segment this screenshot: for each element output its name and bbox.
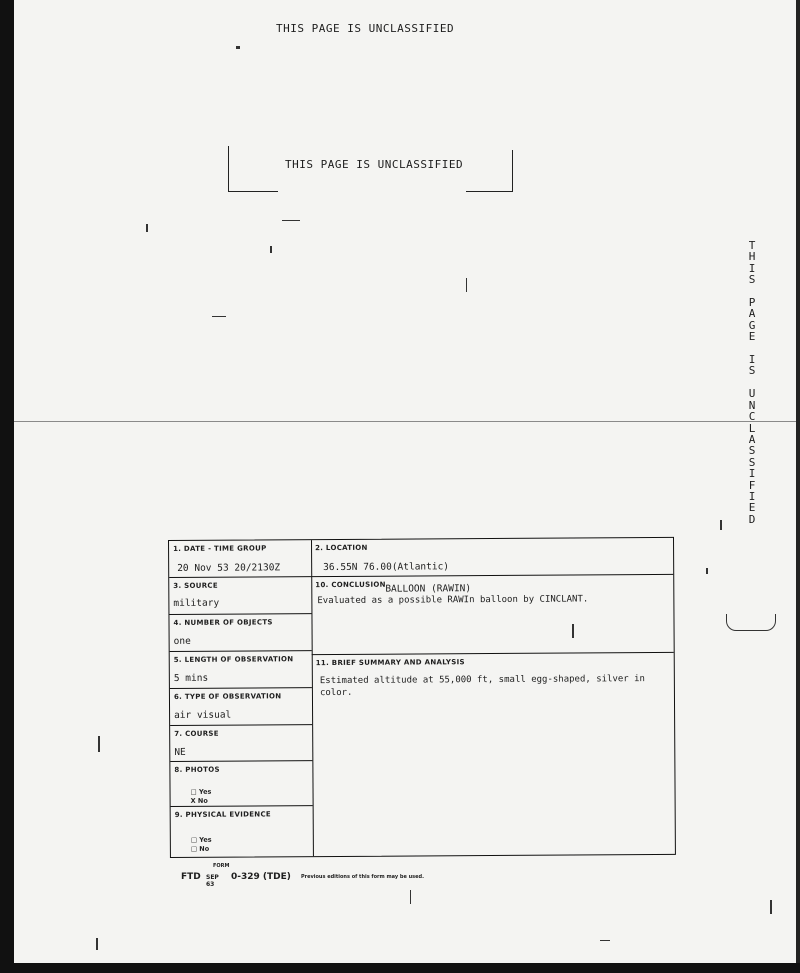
conclusion-cell [311,575,673,655]
course-value: NE [174,746,186,758]
summary-line-1: Estimated altitude at 55,000 ft, small egg-shaped, silver in [319,674,645,687]
source-value: military [173,597,220,609]
scan-speck [770,900,772,914]
bracket-left-bottom [228,191,278,192]
scan-speck [706,568,708,574]
scan-edge-right [796,0,800,973]
physical-evidence-no-checkbox: □ No [190,844,210,853]
location-value: 36.55N 76.00(Atlantic) [323,561,450,574]
location-label: 2. LOCATION [315,543,368,553]
scan-speck [96,938,98,950]
conclusion-detail: Evaluated as a possible RAWIn balloon by CINCLANT. [317,594,589,607]
scan-speck [146,224,148,232]
footer-sep: SEP 63 [206,874,219,888]
type-of-observation-value: air visual [174,709,232,721]
scan-speck [410,890,411,904]
date-time-cell [169,540,311,578]
summary-line-2: color. [319,687,353,699]
number-of-objects-label: 4. NUMBER OF OBJECTS [173,618,273,627]
bracket-right-bottom [466,191,512,192]
scan-edge-bottom [0,963,800,973]
type-of-observation-label: 6. TYPE OF OBSERVATION [173,692,282,701]
course-cell [170,725,312,762]
footer-form-word: FORM [213,863,230,869]
length-of-observation-value: 5 mins [173,672,209,684]
scan-speck [720,520,722,530]
source-label: 3. SOURCE [173,581,218,590]
form-right-column [311,538,675,856]
course-label: 7. COURSE [174,729,219,738]
vertical-stamp-bracket [726,614,776,631]
number-of-objects-value: one [173,635,191,647]
photos-cell [170,761,312,807]
scan-speck [572,624,574,638]
scan-speck [282,220,300,221]
location-cell [311,538,673,577]
sighting-report-form [168,537,676,858]
classification-header-top: THIS PAGE IS UNCLASSIFIED [276,22,455,35]
scan-speck [236,46,240,49]
source-cell [169,577,311,615]
scan-speck [600,940,610,941]
scan-edge-left [0,0,14,973]
bracket-right [512,150,513,192]
conclusion-value: BALLOON (RAWIN) [385,583,472,595]
bracket-left [228,146,289,192]
scan-speck [212,316,226,317]
scan-speck [98,736,100,752]
scan-speck [270,246,272,253]
summary-cell [312,653,675,858]
length-of-observation-label: 5. LENGTH OF OBSERVATION [173,655,294,664]
physical-evidence-cell [171,806,313,859]
physical-evidence-label: 9. PHYSICAL EVIDENCE [174,810,271,819]
footer-ftd: FTD [181,872,201,882]
fold-line [14,421,796,422]
footer-form-number: 0-329 (TDE) [231,872,291,882]
conclusion-label: 10. CONCLUSION [315,580,386,590]
physical-evidence-yes-checkbox: □ Yes [190,835,212,844]
number-of-objects-cell [169,614,311,652]
photos-no-checkbox: X No [190,796,208,805]
date-time-label: 1. DATE - TIME GROUP [173,544,267,553]
length-of-observation-cell [170,651,312,689]
form-left-column [169,540,314,857]
summary-label: 11. BRIEF SUMMARY AND ANALYSIS [315,658,465,668]
classification-header-middle: THIS PAGE IS UNCLASSIFIED [285,158,464,171]
date-time-value: 20 Nov 53 20/2130Z [177,562,281,574]
classification-vertical-stamp: T H I S P A G E I S U N C L A S S I F I E D [748,239,756,526]
photos-yes-checkbox: □ Yes [190,787,212,796]
footer-previous-editions: Previous editions of this form may be used. [301,874,425,880]
scan-speck [466,278,467,292]
type-of-observation-cell [170,688,312,726]
photos-label: 8. PHOTOS [174,765,220,774]
